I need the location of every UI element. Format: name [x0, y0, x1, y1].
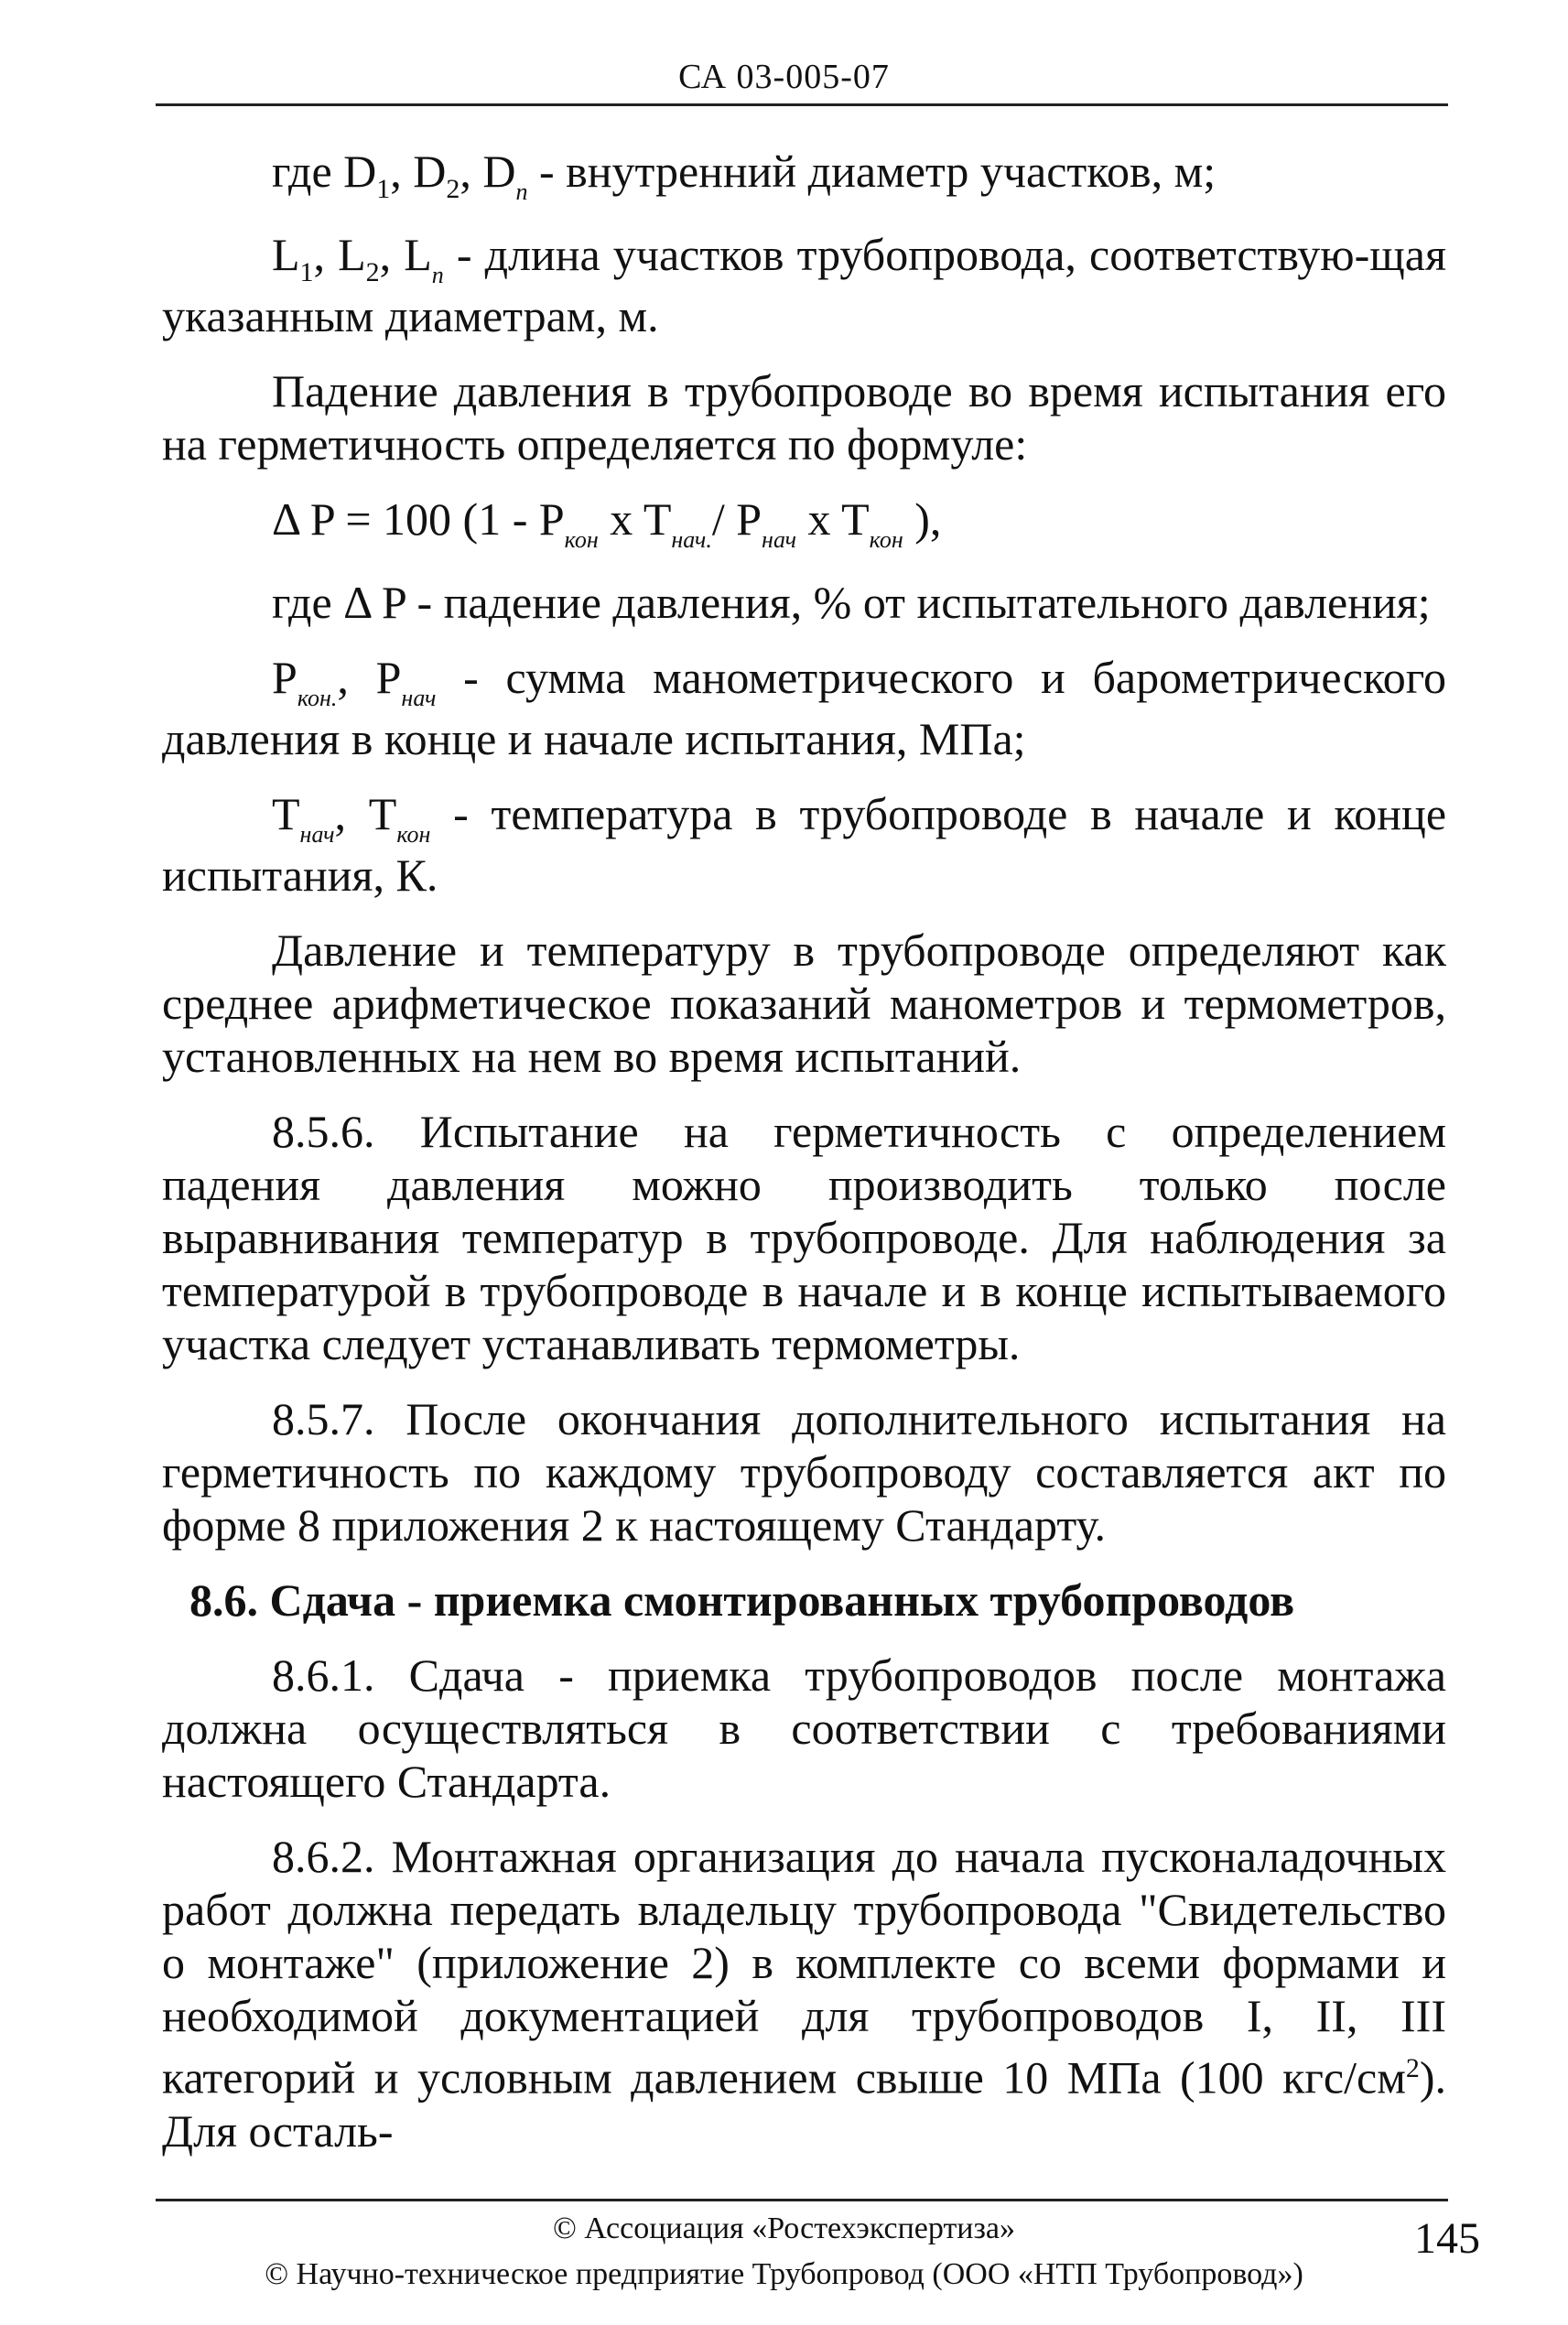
- text-fragment: L: [272, 229, 300, 280]
- text-fragment: ). Для осталь-: [162, 2051, 1446, 2157]
- subscript: 2: [446, 174, 460, 204]
- copyright-enterprise: © Научно-техническое предприятие Трубопровод (ООО «НТП Трубопровод»): [265, 2257, 1303, 2291]
- text-fragment: , D: [390, 146, 447, 197]
- subscript: кон: [869, 526, 903, 553]
- subscript: 1: [376, 174, 391, 204]
- definition-diameter: [162, 145, 1446, 206]
- paragraph-measurement: Давление и температуру в трубопроводе определяют как среднее арифметическое показаний манометров и термометров, установленных на нем во время испытаний.: [162, 925, 1446, 1082]
- paragraph-8-6-2: [162, 1830, 1446, 2157]
- formula-fragment: x T: [598, 493, 672, 545]
- subscript: n: [515, 178, 528, 205]
- subscript: нач: [401, 685, 437, 711]
- formula-fragment: / P: [711, 493, 762, 545]
- footer-divider: [156, 2199, 1448, 2201]
- paragraph-8-5-6: 8.5.6. Испытание на герметичность с определением падения давления можно производить только после выравнивания температур в трубопроводе. Для наблюдения за температурой в трубопроводе в начале и в конце испытываемого участка следует устанавливать термометры.: [162, 1106, 1446, 1369]
- paragraph-8-6-1: 8.6.1. Сдача - приемка трубопроводов после монтажа должна осуществляться в соответствии с требованиями настоящего Стандарта.: [162, 1649, 1446, 1807]
- subscript: нач.: [671, 526, 712, 553]
- superscript: 2: [1405, 2053, 1420, 2083]
- text-fragment: , L: [313, 229, 366, 280]
- subscript: 2: [365, 257, 380, 287]
- page-body: [162, 145, 1446, 2179]
- formula-fragment: Δ P = 100 (1 - P: [272, 493, 565, 545]
- text-fragment: - температура в трубопроводе в начале и конце испытания, К.: [162, 788, 1447, 901]
- subscript: кон.: [297, 685, 338, 711]
- text-fragment: 8.6.2. Монтажная организация до начала пусконаладочных работ должна передать владельцу трубопровода "Свидетельство о монтаже" (приложение 2) в комплекте со всеми формами и необходимой документацией для трубопроводов I, II, III категорий и условным давлением свыше 10 МПа (100 кгс/см: [162, 1831, 1446, 2103]
- definition-delta-p: где Δ P - падение давления, % от испытательного давления;: [272, 577, 1431, 628]
- text-fragment: T: [272, 788, 300, 839]
- copyright-association: © Ассоциация «Ростехэкспертиза»: [552, 2211, 1016, 2245]
- paragraph-pressure-drop-intro: Падение давления в трубопроводе во время испытания его на герметичность определяется по формуле:: [162, 365, 1446, 470]
- pressure-drop-formula: [162, 492, 1446, 554]
- text-fragment: - внутренний диаметр участков, м;: [527, 146, 1217, 197]
- text-fragment: , D: [460, 146, 516, 197]
- text-fragment: где D: [272, 146, 377, 197]
- formula-fragment: ),: [903, 493, 942, 545]
- document-code: СА 03-005-07: [678, 58, 890, 96]
- text-fragment: , P: [337, 652, 402, 703]
- paragraph-8-5-7: 8.5.7. После окончания дополнительного испытания на герметичность по каждому трубопроводу составляется акт по форме 8 приложения 2 к настоящему Стандарту.: [162, 1393, 1446, 1551]
- formula-fragment: x T: [796, 493, 870, 545]
- text-fragment: - длина участков трубопровода, соответствую-щая указанным диаметрам, м.: [162, 229, 1446, 341]
- text-fragment: - сумма манометрического и барометрического давления в конце и начале испытания, МПа;: [162, 652, 1447, 764]
- header-divider: [156, 103, 1448, 106]
- subscript: кон: [564, 526, 599, 553]
- definition-p: [162, 651, 1446, 765]
- page-number: 145: [1414, 2214, 1480, 2263]
- subscript: n: [431, 262, 444, 288]
- text-fragment: , L: [379, 229, 432, 280]
- subscript: 1: [299, 257, 314, 287]
- subscript: кон: [396, 821, 431, 848]
- text-fragment: P: [272, 652, 297, 703]
- definition-length: [162, 228, 1446, 342]
- text-fragment: , T: [334, 788, 397, 839]
- definition-t: [162, 787, 1446, 902]
- section-heading-8-6: 8.6. Сдача - приемка смонтированных трубопроводов: [189, 1574, 1295, 1626]
- subscript: нач: [299, 821, 335, 848]
- subscript: нач: [762, 526, 797, 553]
